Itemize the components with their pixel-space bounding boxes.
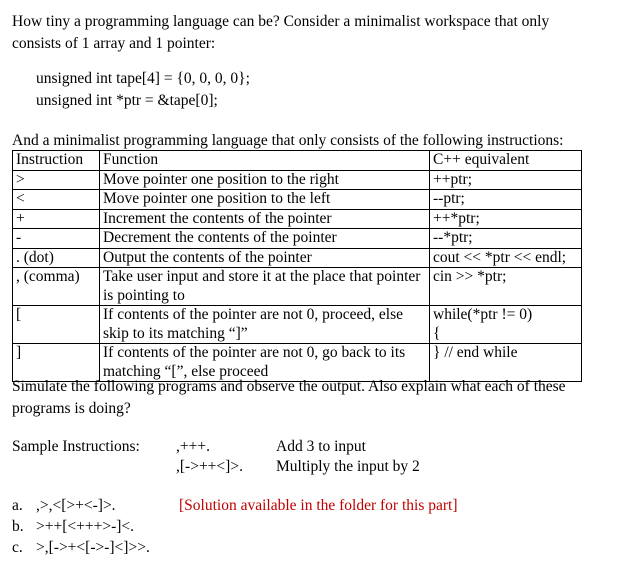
- code-line-1: unsigned int tape[4] = {0, 0, 0, 0};: [36, 70, 250, 87]
- exercise-b-code: >++[<+++>-]<.: [36, 518, 135, 535]
- exercise-b-label: b.: [12, 518, 24, 535]
- sample-label: Sample Instructions:: [12, 438, 140, 455]
- func-cell: If contents of the pointer are not 0, proceed, else skip to its matching “]”: [100, 306, 430, 344]
- func-cell: Output the contents of the pointer: [100, 248, 430, 268]
- cpp-cell: --*ptr;: [430, 229, 582, 249]
- table-row: [13, 229, 582, 249]
- instr-cell: +: [13, 209, 100, 229]
- table-row: [13, 306, 582, 344]
- instr-cell: ]: [13, 344, 100, 382]
- func-cell: Move pointer one position to the right: [100, 170, 430, 190]
- cpp-brace-line: {: [433, 324, 441, 342]
- cpp-cell: } // end while: [430, 344, 582, 382]
- func-cell: Move pointer one position to the left: [100, 190, 430, 210]
- header-cpp: C++ equivalent: [430, 151, 582, 171]
- instr-cell: . (dot): [13, 248, 100, 268]
- intro-line-2: consists of 1 array and 1 pointer:: [12, 35, 216, 52]
- simulate-line-2: programs is doing?: [12, 400, 131, 417]
- header-function: Function: [100, 151, 430, 171]
- sample-desc-2: Multiply the input by 2: [276, 458, 420, 475]
- cpp-cell: cin >> *ptr;: [430, 268, 582, 306]
- exercise-a-code: ,>,<[>+<-]>.: [36, 497, 116, 514]
- table-row: [13, 268, 582, 306]
- instr-cell: , (comma): [13, 268, 100, 306]
- instr-cell: -: [13, 229, 100, 249]
- intro-line-1: How tiny a programming language can be? Consider a minimalist workspace that only: [12, 13, 550, 30]
- instr-cell: >: [13, 170, 100, 190]
- instr-cell: <: [13, 190, 100, 210]
- sample-code-1: ,+++.: [176, 438, 210, 455]
- header-instruction: Instruction: [13, 151, 100, 171]
- func-cell: If contents of the pointer are not 0, go back to its matching “[”, else proceed: [100, 344, 430, 382]
- sample-code-2: ,[->++<]>.: [176, 458, 243, 475]
- cpp-cell: cout << *ptr << endl;: [430, 248, 582, 268]
- instruction-table: [12, 150, 582, 382]
- cpp-cell: ++*ptr;: [430, 209, 582, 229]
- table-header-row: [13, 151, 582, 171]
- cpp-while-line: while(*ptr != 0): [433, 306, 533, 323]
- simulate-line-1: Simulate the following programs and observe the output. Also explain what each of these: [12, 378, 566, 395]
- sample-desc-1: Add 3 to input: [276, 438, 366, 455]
- cpp-cell: ++ptr;: [430, 170, 582, 190]
- cpp-cell: [430, 306, 582, 344]
- cpp-cell: --ptr;: [430, 190, 582, 210]
- solution-note: [Solution available in the folder for this part]: [179, 497, 458, 514]
- exercise-c-code: >,[->+<[->-]<]>>.: [36, 539, 150, 556]
- func-cell: Take user input and store it at the place that pointer is pointing to: [100, 268, 430, 306]
- table-intro: And a minimalist programming language that only consists of the following instructions:: [12, 132, 564, 149]
- func-cell: Increment the contents of the pointer: [100, 209, 430, 229]
- table-row: [13, 190, 582, 210]
- code-line-2: unsigned int *ptr = &tape[0];: [36, 92, 218, 109]
- table-row: [13, 248, 582, 268]
- table-row: [13, 170, 582, 190]
- table-row: [13, 209, 582, 229]
- exercise-c-label: c.: [12, 539, 23, 556]
- instr-cell: [: [13, 306, 100, 344]
- exercise-a-label: a.: [12, 497, 23, 514]
- func-cell: Decrement the contents of the pointer: [100, 229, 430, 249]
